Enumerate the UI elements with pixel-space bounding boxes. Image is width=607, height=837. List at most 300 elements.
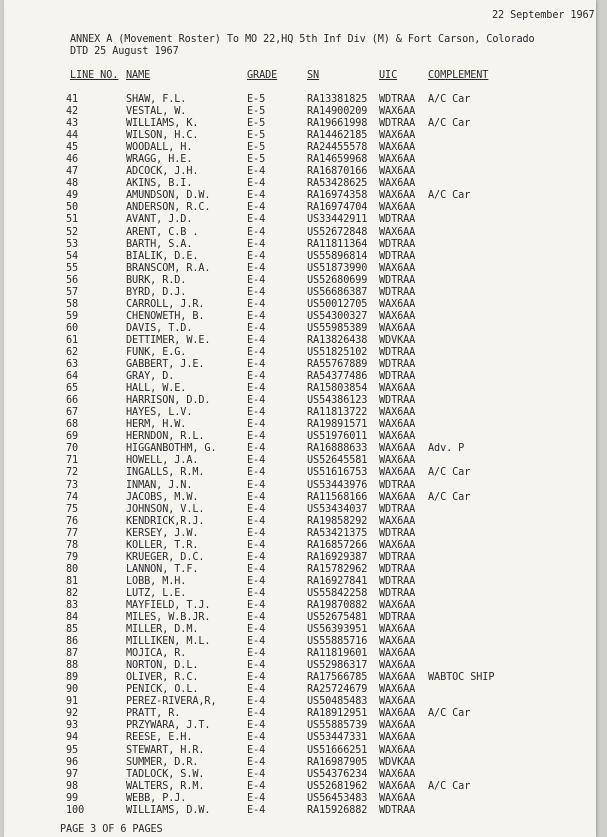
name-cell: AMUNDSON, D.W. [126, 190, 211, 202]
grade-cell: E-4 [247, 443, 266, 455]
table-row [4, 407, 596, 419]
line-number-cell: 48 [66, 178, 79, 190]
table-row [4, 696, 596, 708]
table-row [4, 576, 596, 588]
serial-number-cell: RA19870882 [307, 599, 368, 611]
grade-cell: E-4 [247, 298, 266, 310]
uic-cell: WDTRAA [379, 587, 416, 599]
uic-cell: WAX6AA [379, 190, 416, 202]
grade-cell: E-4 [247, 503, 266, 515]
uic-cell: WDTRAA [379, 371, 416, 383]
serial-number-cell: US50485483 [307, 696, 368, 708]
uic-cell: WAX6AA [379, 310, 416, 322]
name-cell: BURK, R.D. [126, 274, 187, 286]
serial-number-cell: US54300327 [307, 310, 368, 322]
table-row [4, 467, 596, 479]
line-number-cell: 67 [66, 407, 79, 419]
line-number-cell: 76 [66, 515, 79, 527]
name-cell: HIGGANBOTHM, G. [126, 443, 217, 455]
name-cell: BRANSCOM, R.A. [126, 262, 211, 274]
name-cell: LOBB, M.H. [126, 575, 187, 587]
table-row [4, 672, 596, 684]
uic-cell: WAX6AA [379, 648, 416, 660]
line-number-cell: 44 [66, 130, 79, 142]
name-cell: CARROLL, J.R. [126, 298, 205, 310]
name-cell: VESTAL, W. [126, 106, 187, 118]
name-cell: MOJICA, R. [126, 648, 187, 660]
line-number-cell: 45 [66, 142, 79, 154]
serial-number-cell: US55896814 [307, 250, 368, 262]
line-number-cell: 70 [66, 443, 79, 455]
column-header-line-no: LINE NO. [70, 70, 119, 81]
table-row [4, 190, 596, 202]
column-header-uic: UIC [379, 70, 398, 81]
serial-number-cell: RA14900209 [307, 106, 368, 118]
serial-number-cell: RA11813722 [307, 407, 368, 419]
line-number-cell: 81 [66, 575, 79, 587]
table-row [4, 708, 596, 720]
grade-cell: E-4 [247, 587, 266, 599]
table-row [4, 142, 596, 154]
name-cell: HERM, H.W. [126, 419, 187, 431]
line-number-cell: 42 [66, 106, 79, 118]
line-number-cell: 60 [66, 322, 79, 334]
serial-number-cell: RA53428625 [307, 178, 368, 190]
name-cell: AKINS, B.I. [126, 178, 193, 190]
grade-cell: E-4 [247, 539, 266, 551]
uic-cell: WDTRAA [379, 214, 416, 226]
uic-cell: WAX6AA [379, 443, 416, 455]
name-cell: INGALLS, R.M. [126, 467, 205, 479]
grade-cell: E-5 [247, 106, 266, 118]
table-row [4, 805, 596, 817]
table-row [4, 323, 596, 335]
uic-cell: WAX6AA [379, 262, 416, 274]
name-cell: KERSEY, J.W. [126, 527, 199, 539]
table-row [4, 684, 596, 696]
serial-number-cell: RA11811364 [307, 238, 368, 250]
table-row [4, 516, 596, 528]
column-header-complement: COMPLEMENT [428, 70, 489, 81]
serial-number-cell: RA24455578 [307, 142, 368, 154]
name-cell: LANNON, T.F. [126, 563, 199, 575]
uic-cell: WAX6AA [379, 539, 416, 551]
uic-cell: WAX6AA [379, 768, 416, 780]
table-row [4, 745, 596, 757]
line-number-cell: 57 [66, 286, 79, 298]
serial-number-cell: RA15782962 [307, 563, 368, 575]
name-cell: JACOBS, M.W. [126, 491, 199, 503]
line-number-cell: 100 [66, 804, 85, 816]
grade-cell: E-4 [247, 407, 266, 419]
name-cell: KENDRICK,R.J. [126, 515, 205, 527]
line-number-cell: 43 [66, 118, 79, 130]
table-row [4, 371, 596, 383]
grade-cell: E-4 [247, 527, 266, 539]
name-cell: MILLER, D.M. [126, 624, 199, 636]
uic-cell: WAX6AA [379, 696, 416, 708]
table-row [4, 359, 596, 371]
line-number-cell: 58 [66, 298, 79, 310]
table-row [4, 732, 596, 744]
serial-number-cell: US51976011 [307, 431, 368, 443]
name-cell: WILLIAMS, K. [126, 118, 199, 130]
line-number-cell: 64 [66, 371, 79, 383]
name-cell: HERNDON, R.L. [126, 431, 205, 443]
line-number-cell: 49 [66, 190, 79, 202]
table-row [4, 636, 596, 648]
table-row [4, 419, 596, 431]
uic-cell: WAX6AA [379, 130, 416, 142]
serial-number-cell: US52672848 [307, 226, 368, 238]
line-number-cell: 92 [66, 708, 79, 720]
serial-number-cell: RA53421375 [307, 527, 368, 539]
complement-cell: A/C Car [428, 780, 471, 792]
table-row [4, 455, 596, 467]
uic-cell: WAX6AA [379, 407, 416, 419]
uic-cell: WAX6AA [379, 419, 416, 431]
line-number-cell: 65 [66, 383, 79, 395]
name-cell: DAVIS, T.D. [126, 322, 193, 334]
name-cell: SHAW, F.L. [126, 94, 187, 105]
name-cell: PENICK, O.L. [126, 684, 199, 696]
line-number-cell: 94 [66, 732, 79, 744]
uic-cell: WAX6AA [379, 298, 416, 310]
line-number-cell: 47 [66, 166, 79, 178]
serial-number-cell: US52681962 [307, 780, 368, 792]
name-cell: STEWART, H.R. [126, 744, 205, 756]
line-number-cell: 87 [66, 648, 79, 660]
table-row [4, 275, 596, 287]
uic-cell: WDTRAA [379, 395, 416, 407]
name-cell: CHENOWETH, B. [126, 310, 205, 322]
table-row [4, 600, 596, 612]
name-cell: WOODALL, H. [126, 142, 193, 154]
serial-number-cell: US55885716 [307, 636, 368, 648]
name-cell: LUTZ, L.E. [126, 587, 187, 599]
grade-cell: E-4 [247, 491, 266, 503]
serial-number-cell: RA16927841 [307, 575, 368, 587]
document-date: 22 September 1967 [492, 10, 595, 21]
document-page [4, 0, 596, 837]
line-number-cell: 69 [66, 431, 79, 443]
grade-cell: E-4 [247, 612, 266, 624]
serial-number-cell: RA11819601 [307, 648, 368, 660]
serial-number-cell: RA14462185 [307, 130, 368, 142]
line-number-cell: 99 [66, 792, 79, 804]
line-number-cell: 72 [66, 467, 79, 479]
uic-cell: WAX6AA [379, 383, 416, 395]
table-row [4, 239, 596, 251]
grade-cell: E-4 [247, 310, 266, 322]
table-row [4, 504, 596, 516]
complement-cell: A/C Car [428, 190, 471, 202]
complement-cell: A/C Car [428, 118, 471, 130]
name-cell: WRAGG, H.E. [126, 154, 193, 166]
table-row [4, 383, 596, 395]
serial-number-cell: RA13826438 [307, 334, 368, 346]
grade-cell: E-5 [247, 154, 266, 166]
uic-cell: WDTRAA [379, 575, 416, 587]
name-cell: WEBB, P.J. [126, 792, 187, 804]
name-cell: INMAN, J.N. [126, 479, 193, 491]
name-cell: HAYES, L.V. [126, 407, 193, 419]
table-row [4, 335, 596, 347]
table-row [4, 612, 596, 624]
serial-number-cell: RA19891571 [307, 419, 368, 431]
grade-cell: E-4 [247, 756, 266, 768]
name-cell: REESE, E.H. [126, 732, 193, 744]
serial-number-cell: US54386123 [307, 395, 368, 407]
uic-cell: WDVKAA [379, 334, 416, 346]
table-row [4, 540, 596, 552]
table-row [4, 263, 596, 275]
name-cell: PEREZ-RIVERA,R, [126, 696, 217, 708]
table-row [4, 395, 596, 407]
grade-cell: E-4 [247, 262, 266, 274]
table-row [4, 769, 596, 781]
grade-cell: E-4 [247, 732, 266, 744]
table-row [4, 251, 596, 263]
line-number-cell: 85 [66, 624, 79, 636]
line-number-cell: 61 [66, 334, 79, 346]
table-row [4, 202, 596, 214]
grade-cell: E-4 [247, 371, 266, 383]
grade-cell: E-4 [247, 190, 266, 202]
grade-cell: E-4 [247, 660, 266, 672]
grade-cell: E-5 [247, 130, 266, 142]
line-number-cell: 68 [66, 419, 79, 431]
grade-cell: E-5 [247, 142, 266, 154]
table-row [4, 299, 596, 311]
line-number-cell: 59 [66, 310, 79, 322]
grade-cell: E-4 [247, 575, 266, 587]
serial-number-cell: RA16888633 [307, 443, 368, 455]
table-row [4, 178, 596, 190]
serial-number-cell: US52680699 [307, 274, 368, 286]
uic-cell: WAX6AA [379, 106, 416, 118]
serial-number-cell: RA15926882 [307, 804, 368, 816]
grade-cell: E-4 [247, 708, 266, 720]
grade-cell: E-4 [247, 744, 266, 756]
uic-cell: WAX6AA [379, 780, 416, 792]
grade-cell: E-4 [247, 334, 266, 346]
name-cell: MILES, W.B.JR. [126, 612, 211, 624]
table-row [4, 793, 596, 805]
serial-number-cell: RA16870166 [307, 166, 368, 178]
table-row [4, 480, 596, 492]
uic-cell: WDTRAA [379, 479, 416, 491]
line-number-cell: 80 [66, 563, 79, 575]
grade-cell: E-4 [247, 395, 266, 407]
serial-number-cell: RA11568166 [307, 491, 368, 503]
uic-cell: WDTRAA [379, 563, 416, 575]
roster-table [4, 94, 596, 817]
serial-number-cell: RA15803854 [307, 383, 368, 395]
table-row [4, 624, 596, 636]
grade-cell: E-4 [247, 599, 266, 611]
line-number-cell: 90 [66, 684, 79, 696]
line-number-cell: 82 [66, 587, 79, 599]
uic-cell: WAX6AA [379, 792, 416, 804]
name-cell: MILLIKEN, M.L. [126, 636, 211, 648]
name-cell: WILSON, H.C. [126, 130, 199, 142]
name-cell: WALTERS, R.M. [126, 780, 205, 792]
line-number-cell: 73 [66, 479, 79, 491]
grade-cell: E-4 [247, 214, 266, 226]
uic-cell: WAX6AA [379, 672, 416, 684]
table-row [4, 214, 596, 226]
serial-number-cell: US53434037 [307, 503, 368, 515]
line-number-cell: 71 [66, 455, 79, 467]
serial-number-cell: US51873990 [307, 262, 368, 274]
table-row [4, 588, 596, 600]
grade-cell: E-4 [247, 286, 266, 298]
name-cell: PRATT, R. [126, 708, 181, 720]
uic-cell: WAX6AA [379, 720, 416, 732]
uic-cell: WAX6AA [379, 455, 416, 467]
uic-cell: WAX6AA [379, 322, 416, 334]
grade-cell: E-4 [247, 563, 266, 575]
line-number-cell: 86 [66, 636, 79, 648]
name-cell: ARENT, C.B . [126, 226, 199, 238]
grade-cell: E-4 [247, 804, 266, 816]
uic-cell: WDTRAA [379, 527, 416, 539]
line-number-cell: 78 [66, 539, 79, 551]
grade-cell: E-4 [247, 238, 266, 250]
serial-number-cell: US53447331 [307, 732, 368, 744]
document-subtitle: DTD 25 August 1967 [70, 46, 179, 57]
serial-number-cell: US52986317 [307, 660, 368, 672]
name-cell: BYRD, D.J. [126, 286, 187, 298]
serial-number-cell: RA13381825 [307, 94, 368, 105]
table-row [4, 347, 596, 359]
grade-cell: E-4 [247, 383, 266, 395]
table-row [4, 118, 596, 130]
table-row [4, 94, 596, 106]
name-cell: KRUEGER, D.C. [126, 551, 205, 563]
uic-cell: WAX6AA [379, 624, 416, 636]
line-number-cell: 51 [66, 214, 79, 226]
complement-cell: A/C Car [428, 708, 471, 720]
name-cell: BARTH, S.A. [126, 238, 193, 250]
grade-cell: E-4 [247, 455, 266, 467]
grade-cell: E-4 [247, 419, 266, 431]
table-row [4, 720, 596, 732]
table-row [4, 166, 596, 178]
line-number-cell: 98 [66, 780, 79, 792]
line-number-cell: 79 [66, 551, 79, 563]
table-row [4, 781, 596, 793]
uic-cell: WDTRAA [379, 551, 416, 563]
table-row [4, 552, 596, 564]
complement-cell: A/C Car [428, 94, 471, 105]
uic-cell: WDTRAA [379, 286, 416, 298]
table-row [4, 431, 596, 443]
name-cell: GRAY, D. [126, 371, 175, 383]
line-number-cell: 41 [66, 94, 79, 105]
name-cell: AVANT, J.D. [126, 214, 193, 226]
grade-cell: E-5 [247, 94, 266, 105]
table-row [4, 564, 596, 576]
name-cell: WILLIAMS, D.W. [126, 804, 211, 816]
line-number-cell: 84 [66, 612, 79, 624]
line-number-cell: 66 [66, 395, 79, 407]
line-number-cell: 93 [66, 720, 79, 732]
grade-cell: E-5 [247, 118, 266, 130]
name-cell: HALL, W.E. [126, 383, 187, 395]
line-number-cell: 75 [66, 503, 79, 515]
name-cell: ANDERSON, R.C. [126, 202, 211, 214]
grade-cell: E-4 [247, 346, 266, 358]
uic-cell: WAX6AA [379, 708, 416, 720]
name-cell: BIALIK, D.E. [126, 250, 199, 262]
grade-cell: E-4 [247, 322, 266, 334]
serial-number-cell: US54376234 [307, 768, 368, 780]
grade-cell: E-4 [247, 202, 266, 214]
grade-cell: E-4 [247, 274, 266, 286]
table-row [4, 130, 596, 142]
table-row [4, 443, 596, 455]
grade-cell: E-4 [247, 792, 266, 804]
uic-cell: WAX6AA [379, 202, 416, 214]
grade-cell: E-4 [247, 178, 266, 190]
table-row [4, 660, 596, 672]
uic-cell: WAX6AA [379, 226, 416, 238]
uic-cell: WDTRAA [379, 346, 416, 358]
uic-cell: WDTRAA [379, 612, 416, 624]
grade-cell: E-4 [247, 624, 266, 636]
uic-cell: WDVKAA [379, 756, 416, 768]
uic-cell: WAX6AA [379, 732, 416, 744]
name-cell: NORTON, D.L. [126, 660, 199, 672]
serial-number-cell: US51825102 [307, 346, 368, 358]
name-cell: SUMMER, D.R. [126, 756, 199, 768]
line-number-cell: 50 [66, 202, 79, 214]
grade-cell: E-4 [247, 359, 266, 371]
line-number-cell: 83 [66, 599, 79, 611]
serial-number-cell: RA18912951 [307, 708, 368, 720]
line-number-cell: 54 [66, 250, 79, 262]
uic-cell: WDTRAA [379, 238, 416, 250]
grade-cell: E-4 [247, 648, 266, 660]
uic-cell: WDTRAA [379, 250, 416, 262]
grade-cell: E-4 [247, 551, 266, 563]
serial-number-cell: RA16857266 [307, 539, 368, 551]
line-number-cell: 62 [66, 346, 79, 358]
line-number-cell: 91 [66, 696, 79, 708]
uic-cell: WAX6AA [379, 491, 416, 503]
column-header-name: NAME [126, 70, 151, 81]
grade-cell: E-4 [247, 720, 266, 732]
grade-cell: E-4 [247, 166, 266, 178]
line-number-cell: 88 [66, 660, 79, 672]
serial-number-cell: US51666251 [307, 744, 368, 756]
line-number-cell: 52 [66, 226, 79, 238]
serial-number-cell: RA16929387 [307, 551, 368, 563]
uic-cell: WAX6AA [379, 142, 416, 154]
serial-number-cell: RA14659968 [307, 154, 368, 166]
name-cell: OLIVER, R.C. [126, 672, 199, 684]
serial-number-cell: US56686387 [307, 286, 368, 298]
grade-cell: E-4 [247, 226, 266, 238]
serial-number-cell: US52675481 [307, 612, 368, 624]
name-cell: HOWELL, J.A. [126, 455, 199, 467]
uic-cell: WAX6AA [379, 431, 416, 443]
serial-number-cell: US55985389 [307, 322, 368, 334]
uic-cell: WAX6AA [379, 660, 416, 672]
serial-number-cell: US51616753 [307, 467, 368, 479]
